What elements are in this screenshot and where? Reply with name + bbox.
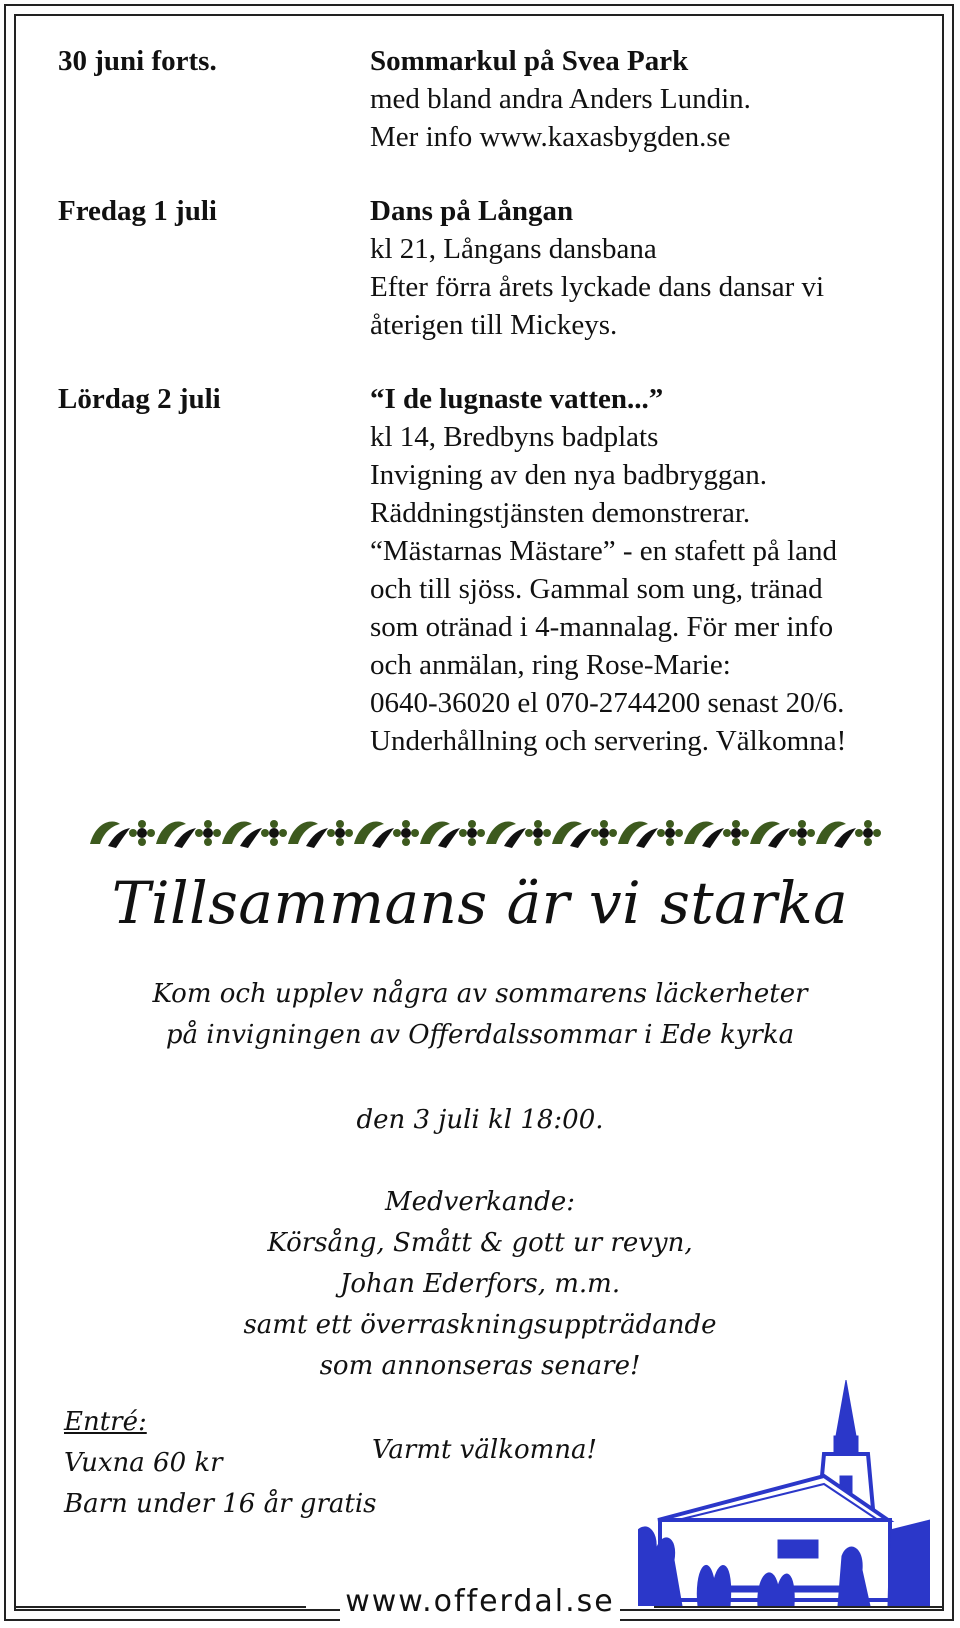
event-line: kl 21, Långans dansbana [370,233,657,265]
event-body [370,42,898,156]
event-date: Fredag 1 juli [58,195,217,227]
event-item [58,192,898,344]
event-line: Underhållning och servering. Välkomna! [370,725,847,757]
church-illustration [638,1380,930,1606]
performer-line: samt ett överraskningsuppträdande [243,1310,717,1340]
event-date: 30 juni forts. [58,45,217,77]
event-line: Mer info www.kaxasbygden.se [370,121,731,153]
event-item [58,42,898,156]
event-body [370,380,898,760]
performer-line: Johan Ederfors, m.m. [339,1269,621,1299]
event-title: Sommarkul på Svea Park [370,45,689,77]
footer-line-right [654,1606,942,1608]
event-line: som otränad i 4-mannalag. För mer info [370,611,834,643]
ad-date-time: den 3 juli kl 18:00. [356,1105,604,1135]
entry-heading: Entré: [64,1407,147,1437]
event-line: och anmälan, ring Rose-Marie: [370,649,731,681]
ad-welcome: Varmt välkomna! [372,1435,597,1465]
entry-line: Barn under 16 år gratis [64,1489,377,1519]
footer-url[interactable]: www.offerdal.se [340,1582,620,1622]
ad-performers [0,1182,960,1387]
event-line: 0640-36020 el 070-2744200 senast 20/6. [370,687,845,719]
event-date: Lördag 2 juli [58,383,221,415]
ad-intro-line: Kom och upplev några av sommarens läckerheter [152,979,808,1009]
performer-line: Körsång, Smått & gott ur revyn, [267,1228,693,1258]
event-line: och till sjöss. Gammal som ung, tränad [370,573,823,605]
performers-heading: Medverkande: [385,1187,575,1217]
event-title: Dans på Långan [370,195,574,227]
event-line: återigen till Mickeys. [370,309,618,341]
event-title: “I de lugnaste vatten...” [370,383,664,415]
event-line: med bland andra Anders Lundin. [370,83,751,115]
event-line: kl 14, Bredbyns badplats [370,421,659,453]
entry-fees [64,1402,376,1525]
event-line: “Mästarnas Mästare” - en stafett på land [370,535,838,567]
event-line: Efter förra årets lyckade dans dansar vi [370,271,825,303]
event-body [370,192,898,344]
entry-line: Vuxna 60 kr [64,1448,223,1478]
ad-intro [0,974,960,1056]
ad-title: Tillsammans är vi starka [111,869,849,937]
event-line: Räddningstjänsten demonstrerar. [370,497,751,529]
ornament-divider [86,816,886,850]
ad-intro-line: på invigningen av Offerdalssommar i Ede kyrka [165,1020,795,1050]
event-list [58,42,898,796]
event-line: Invigning av den nya badbryggan. [370,459,768,491]
event-item [58,380,898,760]
footer-line-left [16,1606,306,1608]
performer-line: som annonseras senare! [319,1351,641,1381]
